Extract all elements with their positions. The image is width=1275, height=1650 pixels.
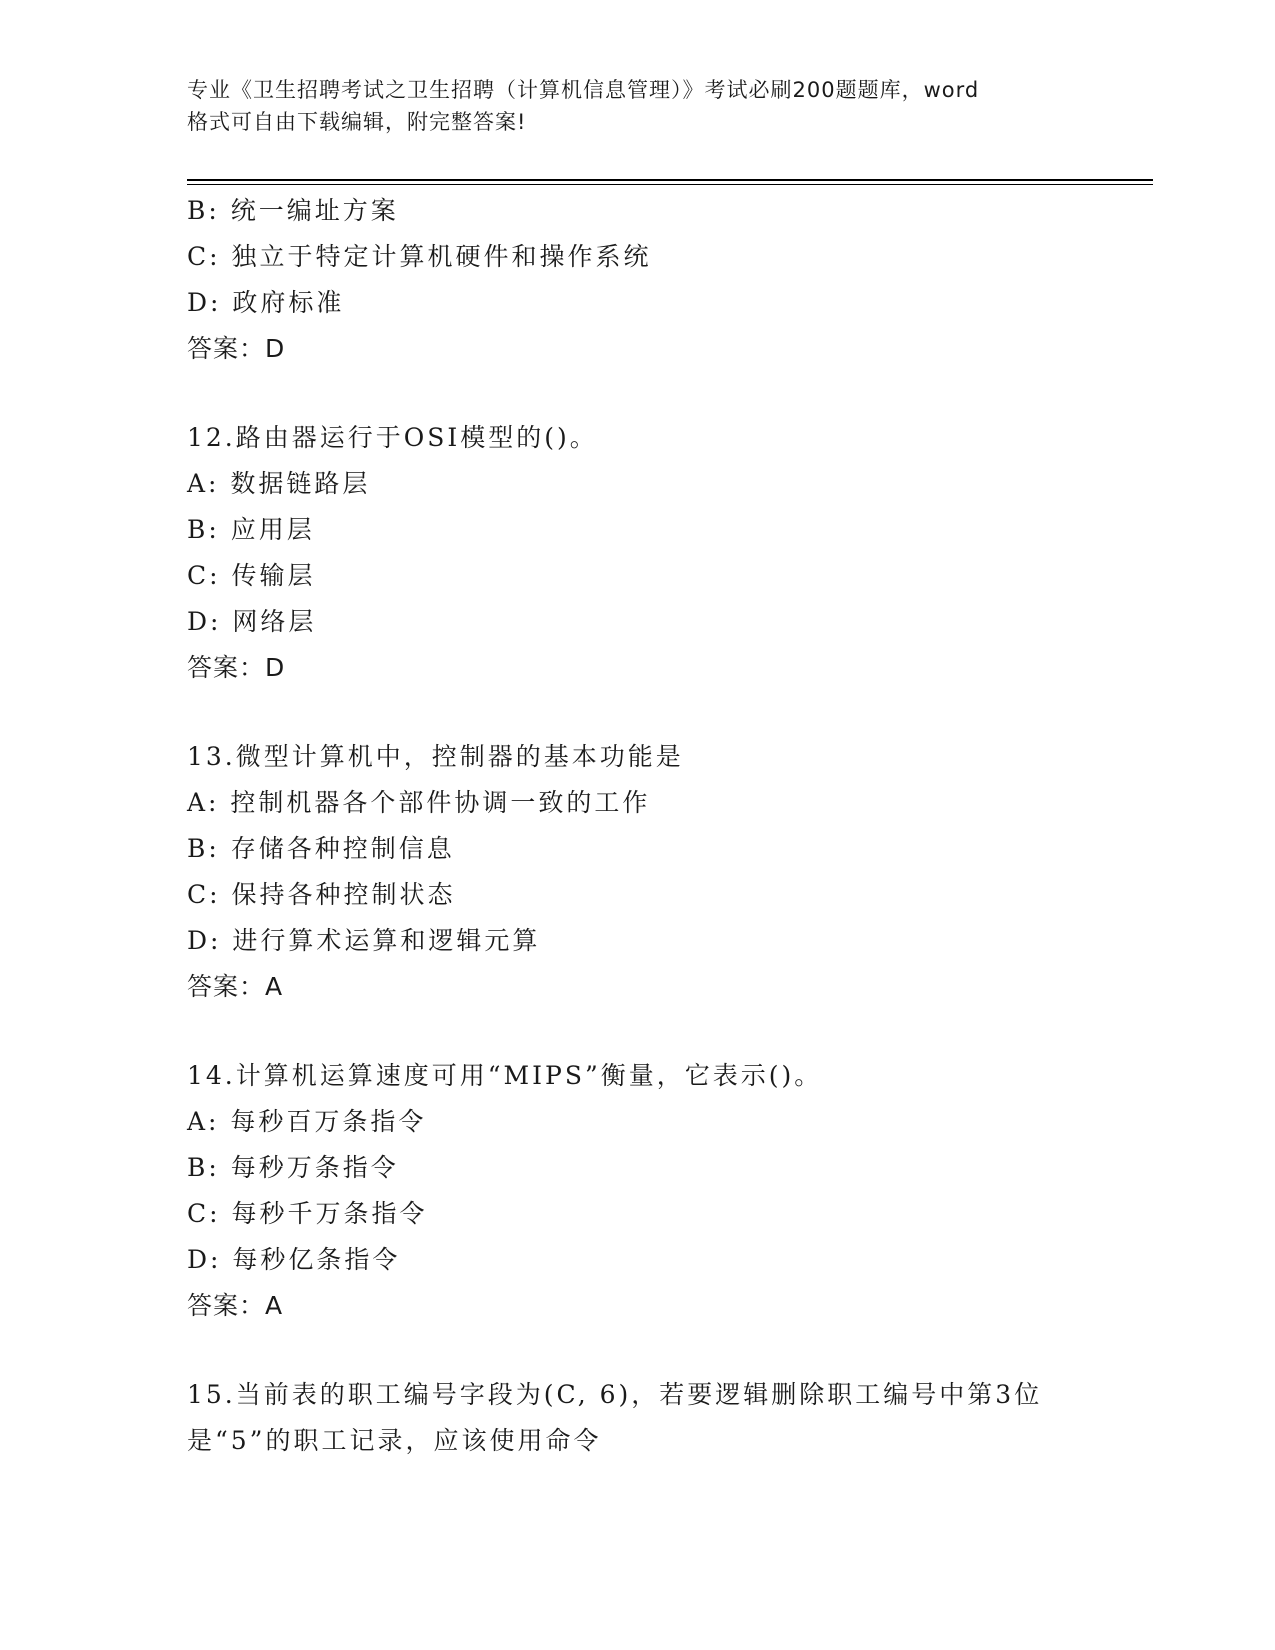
option-c: C: 独立于特定计算机硬件和操作系统	[187, 242, 652, 271]
spacer	[187, 691, 1087, 734]
question-stem: 12.路由器运行于OSI模型的()。	[187, 423, 598, 452]
question-13	[187, 734, 1087, 1010]
option-d: D: 每秒亿条指令	[187, 1245, 401, 1274]
spacer	[187, 372, 1087, 415]
option-c: C: 每秒千万条指令	[187, 1199, 428, 1228]
option-d: D: 网络层	[187, 607, 317, 636]
document-header	[187, 74, 1087, 138]
option-b: B: 统一编址方案	[187, 196, 399, 225]
option-c: C: 保持各种控制状态	[187, 880, 456, 909]
question-14	[187, 1053, 1087, 1329]
spacer	[187, 1329, 1087, 1372]
answer: 答案：A	[187, 1291, 284, 1320]
question-15	[187, 1372, 1087, 1464]
question-12	[187, 415, 1087, 691]
spacer	[187, 1010, 1087, 1053]
question-stem: 14.计算机运算速度可用“MIPS”衡量，它表示()。	[187, 1061, 823, 1090]
option-a: A: 数据链路层	[187, 469, 371, 498]
option-d: D: 政府标准	[187, 288, 345, 317]
header-line-2: 格式可自由下载编辑，附完整答案!	[187, 110, 527, 134]
question-stem: 13.微型计算机中，控制器的基本功能是	[187, 742, 684, 771]
option-b: B: 存储各种控制信息	[187, 834, 455, 863]
option-a: A: 控制机器各个部件协调一致的工作	[187, 788, 651, 817]
answer: 答案：D	[187, 653, 286, 682]
option-b: B: 应用层	[187, 515, 315, 544]
answer: 答案：D	[187, 334, 286, 363]
option-d: D: 进行算术运算和逻辑元算	[187, 926, 541, 955]
header-rule-thick	[187, 179, 1153, 181]
question-11	[187, 188, 1087, 372]
option-b: B: 每秒万条指令	[187, 1153, 399, 1182]
answer: 答案：A	[187, 972, 284, 1001]
option-c: C: 传输层	[187, 561, 316, 590]
header-rule-thin	[187, 184, 1153, 185]
question-content	[187, 188, 1087, 1464]
header-line-1: 专业《卫生招聘考试之卫生招聘（计算机信息管理）》考试必刷200题题库，word	[187, 78, 980, 102]
option-a: A: 每秒百万条指令	[187, 1107, 427, 1136]
question-stem-line-2: 是“5”的职工记录，应该使用命令	[187, 1426, 602, 1455]
question-stem-line-1: 15.当前表的职工编号字段为(C, 6)，若要逻辑删除职工编号中第3位	[187, 1380, 1043, 1409]
